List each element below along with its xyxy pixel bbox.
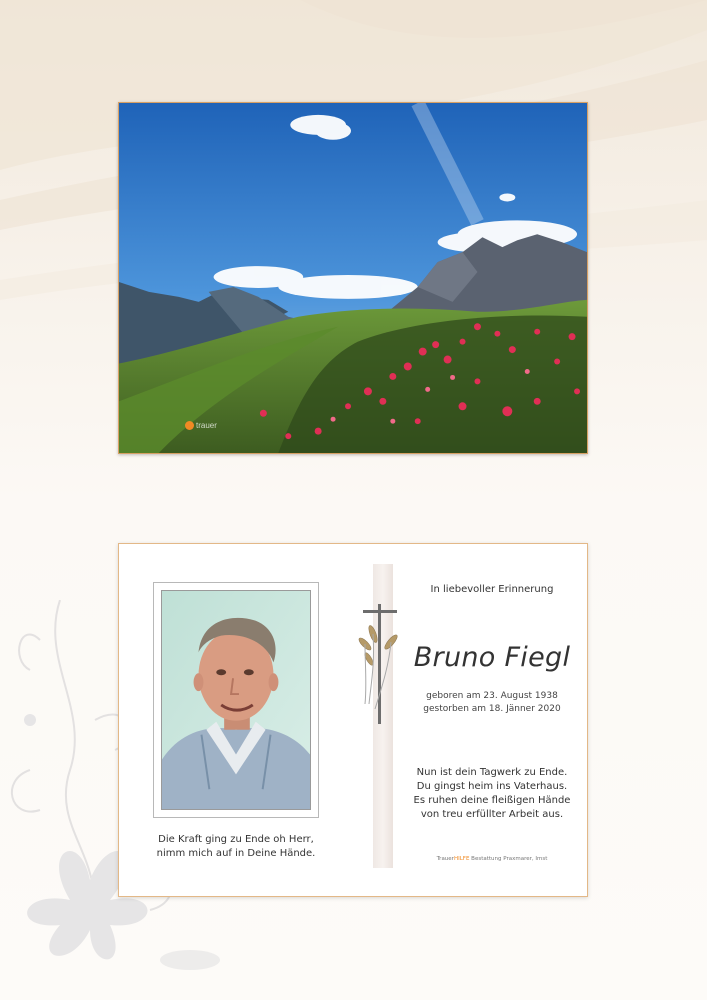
- birth-date: geboren am 23. August 1938: [426, 691, 558, 701]
- death-date: gestorben am 18. Jänner 2020: [423, 704, 561, 714]
- verse-line: Es ruhen deine fleißigen Hände: [413, 795, 571, 806]
- verse-line: Du gingst heim ins Vaterhaus.: [416, 781, 568, 792]
- memorial-verse: [409, 766, 575, 822]
- left-verse-line: nimm mich auf in Deine Hände.: [156, 848, 316, 859]
- portrait-image: [162, 591, 310, 809]
- portrait-photo: [161, 590, 311, 810]
- brand-accent: HILFE: [453, 856, 470, 862]
- portrait-frame: [153, 582, 319, 818]
- verse-line: von treu erfüllter Arbeit aus.: [420, 809, 564, 820]
- undertaker-name: Bestattung Praxmarer, Imst: [471, 856, 548, 862]
- deceased-name: Bruno Fiegl: [413, 642, 571, 673]
- cross-with-wheat-icon: [355, 604, 405, 724]
- left-verse: [139, 833, 333, 861]
- memory-title: In liebevoller Erinnerung: [430, 584, 554, 595]
- watermark-trauerhilfe: trauer: [185, 421, 217, 430]
- card-footer: [417, 856, 567, 862]
- verse-line: Nun ist dein Tagwerk zu Ende.: [416, 767, 568, 778]
- memorial-card: [118, 543, 588, 897]
- landscape-photo: [118, 102, 588, 454]
- left-verse-line: Die Kraft ging zu Ende oh Herr,: [158, 834, 314, 845]
- trauerhilfe-logo-icon: [185, 421, 194, 430]
- brand-prefix: Trauer: [436, 856, 454, 862]
- life-dates: [417, 690, 567, 716]
- landscape-image: [119, 103, 587, 453]
